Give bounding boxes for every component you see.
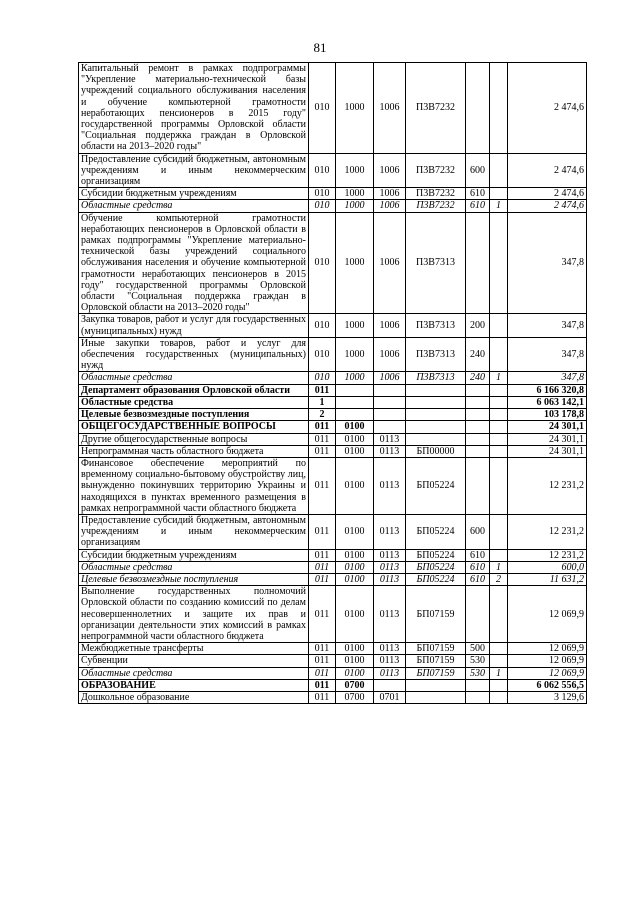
grbs-code-cell: 011 (309, 384, 336, 396)
subsection-code-cell: 0113 (374, 561, 406, 573)
amount-cell: 24 301,1 (508, 421, 587, 433)
funding-source-cell: 2 (490, 573, 508, 585)
subsection-code-cell: 1006 (374, 188, 406, 200)
target-article-cell: П3В7313 (406, 212, 466, 314)
expense-name-cell: Непрограммная часть областного бюджета (79, 445, 309, 457)
expense-type-cell: 610 (466, 561, 490, 573)
funding-source-cell: 1 (490, 561, 508, 573)
target-article-cell: П3В7232 (406, 63, 466, 154)
section-code-cell: 0100 (336, 573, 374, 585)
target-article-cell: БП05224 (406, 549, 466, 561)
target-article-cell (406, 396, 466, 408)
grbs-code-cell: 011 (309, 561, 336, 573)
subsection-code-cell (374, 421, 406, 433)
funding-source-cell (490, 433, 508, 445)
amount-cell: 103 178,8 (508, 409, 587, 421)
page-number: 81 (313, 40, 327, 55)
target-article-cell: БП07159 (406, 667, 466, 679)
target-article-cell: П3В7313 (406, 337, 466, 372)
section-code-cell: 1000 (336, 372, 374, 384)
target-article-cell: БП05224 (406, 573, 466, 585)
expense-name-cell: Выполнение государственных полномочий Орловской области по созданию комиссий по делам несовершеннолетних и защите их прав и организации деятельности этих комиссий в рамках непрограммной части областного бюджета (79, 586, 309, 643)
section-code-cell: 0100 (336, 433, 374, 445)
funding-source-cell (490, 445, 508, 457)
amount-cell: 12 069,9 (508, 586, 587, 643)
funding-source-cell (490, 514, 508, 549)
funding-source-cell (490, 586, 508, 643)
amount-cell: 6 062 556,5 (508, 679, 587, 691)
target-article-cell (406, 384, 466, 396)
section-code-cell: 0100 (336, 549, 374, 561)
expense-name-cell: Дошкольное образование (79, 691, 309, 703)
section-code-cell: 0100 (336, 667, 374, 679)
table-row (79, 63, 587, 154)
table-row (79, 643, 587, 655)
subsection-code-cell: 1006 (374, 63, 406, 154)
expense-name-cell: Областные средства (79, 561, 309, 573)
section-code-cell: 1000 (336, 188, 374, 200)
table-row (79, 409, 587, 421)
expense-type-cell: 610 (466, 200, 490, 212)
grbs-code-cell: 011 (309, 655, 336, 667)
grbs-code-cell: 010 (309, 212, 336, 314)
funding-source-cell (490, 396, 508, 408)
amount-cell: 24 301,1 (508, 445, 587, 457)
subsection-code-cell: 0113 (374, 445, 406, 457)
expense-name-cell: Областные средства (79, 200, 309, 212)
table-row (79, 421, 587, 433)
amount-cell: 12 069,9 (508, 655, 587, 667)
expense-name-cell: Капитальный ремонт в рамках подпрограммы "Укрепление материально-технической базы учреждений социального обслуживания населения и обучение компьютерной грамотности неработающих пенсионеров в 2015 году" государственной программы Орловской области "Социальная поддержка граждан в Орловской области на 2013–2020 годы" (79, 63, 309, 154)
section-code-cell: 0100 (336, 514, 374, 549)
target-article-cell (406, 409, 466, 421)
target-article-cell (406, 421, 466, 433)
amount-cell: 6 166 320,8 (508, 384, 587, 396)
section-code-cell: 1000 (336, 212, 374, 314)
target-article-cell: БП05224 (406, 514, 466, 549)
grbs-code-cell: 010 (309, 153, 336, 188)
target-article-cell: П3В7313 (406, 372, 466, 384)
expense-name-cell: Финансовое обеспечение мероприятий по временному социально-бытовому обустройству лиц, вынужденно покинувших территорию Украины и находящихся в пунктах временного размещения в рамках непрограммной части областного бюджета (79, 457, 309, 514)
funding-source-cell (490, 409, 508, 421)
target-article-cell: БП07159 (406, 655, 466, 667)
grbs-code-cell: 2 (309, 409, 336, 421)
funding-source-cell (490, 188, 508, 200)
table-row (79, 212, 587, 314)
amount-cell: 24 301,1 (508, 433, 587, 445)
funding-source-cell (490, 691, 508, 703)
budget-table-body (79, 63, 587, 704)
expense-type-cell: 240 (466, 337, 490, 372)
expense-name-cell: Областные средства (79, 396, 309, 408)
expense-type-cell: 530 (466, 667, 490, 679)
expense-type-cell: 500 (466, 643, 490, 655)
funding-source-cell: 1 (490, 372, 508, 384)
funding-source-cell (490, 549, 508, 561)
amount-cell: 3 129,6 (508, 691, 587, 703)
amount-cell: 11 631,2 (508, 573, 587, 585)
amount-cell: 2 474,6 (508, 153, 587, 188)
expense-name-cell: ОБЩЕГОСУДАРСТВЕННЫЕ ВОПРОСЫ (79, 421, 309, 433)
funding-source-cell (490, 212, 508, 314)
table-row (79, 514, 587, 549)
expense-type-cell: 600 (466, 153, 490, 188)
expense-type-cell (466, 396, 490, 408)
table-row (79, 153, 587, 188)
table-row (79, 384, 587, 396)
funding-source-cell: 1 (490, 667, 508, 679)
grbs-code-cell: 010 (309, 314, 336, 337)
section-code-cell: 1000 (336, 63, 374, 154)
target-article-cell: П3В7232 (406, 188, 466, 200)
expense-type-cell (466, 384, 490, 396)
expense-type-cell (466, 421, 490, 433)
table-row (79, 314, 587, 337)
grbs-code-cell: 011 (309, 586, 336, 643)
funding-source-cell (490, 457, 508, 514)
funding-source-cell (490, 643, 508, 655)
expense-type-cell (466, 63, 490, 154)
expense-name-cell: Субвенции (79, 655, 309, 667)
target-article-cell: БП00000 (406, 445, 466, 457)
amount-cell: 347,8 (508, 337, 587, 372)
subsection-code-cell: 1006 (374, 314, 406, 337)
amount-cell: 12 231,2 (508, 549, 587, 561)
amount-cell: 12 231,2 (508, 514, 587, 549)
funding-source-cell (490, 421, 508, 433)
amount-cell: 2 474,6 (508, 188, 587, 200)
target-article-cell: П3В7232 (406, 153, 466, 188)
amount-cell: 347,8 (508, 314, 587, 337)
target-article-cell (406, 433, 466, 445)
grbs-code-cell: 011 (309, 573, 336, 585)
table-row (79, 200, 587, 212)
target-article-cell: БП07159 (406, 643, 466, 655)
amount-cell: 12 069,9 (508, 667, 587, 679)
expense-type-cell (466, 433, 490, 445)
subsection-code-cell (374, 409, 406, 421)
amount-cell: 6 063 142,1 (508, 396, 587, 408)
section-code-cell: 0100 (336, 445, 374, 457)
table-row (79, 396, 587, 408)
amount-cell: 12 069,9 (508, 643, 587, 655)
section-code-cell: 0100 (336, 655, 374, 667)
table-row (79, 586, 587, 643)
grbs-code-cell: 011 (309, 643, 336, 655)
grbs-code-cell: 011 (309, 457, 336, 514)
expense-type-cell: 530 (466, 655, 490, 667)
section-code-cell: 0700 (336, 679, 374, 691)
expense-name-cell: Целевые безвозмездные поступления (79, 573, 309, 585)
grbs-code-cell: 010 (309, 63, 336, 154)
subsection-code-cell: 0113 (374, 549, 406, 561)
subsection-code-cell: 0701 (374, 691, 406, 703)
subsection-code-cell: 0113 (374, 667, 406, 679)
target-article-cell (406, 691, 466, 703)
subsection-code-cell: 1006 (374, 337, 406, 372)
funding-source-cell (490, 384, 508, 396)
expense-type-cell (466, 445, 490, 457)
section-code-cell: 1000 (336, 153, 374, 188)
table-row (79, 549, 587, 561)
expense-name-cell: Субсидии бюджетным учреждениям (79, 549, 309, 561)
grbs-code-cell: 011 (309, 514, 336, 549)
expense-name-cell: Областные средства (79, 667, 309, 679)
grbs-code-cell: 011 (309, 549, 336, 561)
table-row (79, 457, 587, 514)
table-row (79, 433, 587, 445)
section-code-cell: 0100 (336, 421, 374, 433)
expense-name-cell: Предоставление субсидий бюджетным, автономным учреждениям и иным некоммерческим организациям (79, 514, 309, 549)
expense-type-cell (466, 409, 490, 421)
expense-type-cell (466, 586, 490, 643)
grbs-code-cell: 010 (309, 200, 336, 212)
grbs-code-cell: 010 (309, 372, 336, 384)
expense-type-cell (466, 457, 490, 514)
subsection-code-cell: 0113 (374, 514, 406, 549)
subsection-code-cell: 0113 (374, 655, 406, 667)
funding-source-cell (490, 679, 508, 691)
table-row (79, 679, 587, 691)
grbs-code-cell: 1 (309, 396, 336, 408)
expense-name-cell: Департамент образования Орловской области (79, 384, 309, 396)
table-row (79, 337, 587, 372)
amount-cell: 2 474,6 (508, 200, 587, 212)
expense-type-cell (466, 212, 490, 314)
funding-source-cell: 1 (490, 200, 508, 212)
expense-name-cell: Закупка товаров, работ и услуг для государственных (муниципальных) нужд (79, 314, 309, 337)
target-article-cell: БП07159 (406, 586, 466, 643)
subsection-code-cell: 0113 (374, 433, 406, 445)
subsection-code-cell: 1006 (374, 153, 406, 188)
target-article-cell: БП05224 (406, 561, 466, 573)
table-row (79, 372, 587, 384)
subsection-code-cell: 1006 (374, 372, 406, 384)
subsection-code-cell (374, 396, 406, 408)
expense-type-cell (466, 691, 490, 703)
expense-type-cell: 600 (466, 514, 490, 549)
amount-cell: 347,8 (508, 212, 587, 314)
funding-source-cell (490, 63, 508, 154)
target-article-cell: П3В7313 (406, 314, 466, 337)
subsection-code-cell: 1006 (374, 212, 406, 314)
grbs-code-cell: 011 (309, 667, 336, 679)
expense-name-cell: Предоставление субсидий бюджетным, автономным учреждениям и иным некоммерческим организациям (79, 153, 309, 188)
section-code-cell: 0100 (336, 643, 374, 655)
subsection-code-cell: 0113 (374, 643, 406, 655)
table-row (79, 188, 587, 200)
subsection-code-cell: 0113 (374, 457, 406, 514)
amount-cell: 347,8 (508, 372, 587, 384)
funding-source-cell (490, 153, 508, 188)
grbs-code-cell: 011 (309, 691, 336, 703)
amount-cell: 2 474,6 (508, 63, 587, 154)
target-article-cell: П3В7232 (406, 200, 466, 212)
funding-source-cell (490, 337, 508, 372)
subsection-code-cell (374, 384, 406, 396)
expense-name-cell: Субсидии бюджетным учреждениям (79, 188, 309, 200)
table-row (79, 445, 587, 457)
section-code-cell (336, 384, 374, 396)
section-code-cell: 1000 (336, 200, 374, 212)
amount-cell: 12 231,2 (508, 457, 587, 514)
section-code-cell: 0100 (336, 586, 374, 643)
funding-source-cell (490, 314, 508, 337)
subsection-code-cell: 1006 (374, 200, 406, 212)
funding-source-cell (490, 655, 508, 667)
expense-name-cell: Межбюджетные трансферты (79, 643, 309, 655)
grbs-code-cell: 011 (309, 679, 336, 691)
expense-type-cell: 610 (466, 188, 490, 200)
section-code-cell: 0700 (336, 691, 374, 703)
subsection-code-cell (374, 679, 406, 691)
grbs-code-cell: 010 (309, 188, 336, 200)
expense-name-cell: Целевые безвозмездные поступления (79, 409, 309, 421)
table-row (79, 655, 587, 667)
grbs-code-cell: 011 (309, 445, 336, 457)
expense-type-cell: 200 (466, 314, 490, 337)
section-code-cell: 1000 (336, 337, 374, 372)
section-code-cell (336, 396, 374, 408)
section-code-cell: 1000 (336, 314, 374, 337)
amount-cell: 600,0 (508, 561, 587, 573)
expense-name-cell: ОБРАЗОВАНИЕ (79, 679, 309, 691)
section-code-cell: 0100 (336, 561, 374, 573)
grbs-code-cell: 011 (309, 421, 336, 433)
table-row (79, 667, 587, 679)
expense-name-cell: Другие общегосударственные вопросы (79, 433, 309, 445)
table-row (79, 573, 587, 585)
subsection-code-cell: 0113 (374, 573, 406, 585)
table-row (79, 561, 587, 573)
expense-type-cell (466, 679, 490, 691)
grbs-code-cell: 010 (309, 337, 336, 372)
grbs-code-cell: 011 (309, 433, 336, 445)
target-article-cell: БП05224 (406, 457, 466, 514)
budget-table (78, 62, 587, 704)
expense-name-cell: Обучение компьютерной грамотности неработающих пенсионеров в Орловской области в рамках подпрограммы "Укрепление материально-технической базы учреждений социального обслуживания населения и обучение компьютерной грамотности неработающих пенсионеров в 2015 году" государственной программы Орловской области "Социальная поддержка граждан в Орловской области на 2013–2020 годы" (79, 212, 309, 314)
section-code-cell (336, 409, 374, 421)
table-row (79, 691, 587, 703)
expense-type-cell: 610 (466, 549, 490, 561)
target-article-cell (406, 679, 466, 691)
expense-name-cell: Иные закупки товаров, работ и услуг для обеспечения государственных (муниципальных) нужд (79, 337, 309, 372)
subsection-code-cell: 0113 (374, 586, 406, 643)
expense-name-cell: Областные средства (79, 372, 309, 384)
expense-type-cell: 610 (466, 573, 490, 585)
section-code-cell: 0100 (336, 457, 374, 514)
expense-type-cell: 240 (466, 372, 490, 384)
